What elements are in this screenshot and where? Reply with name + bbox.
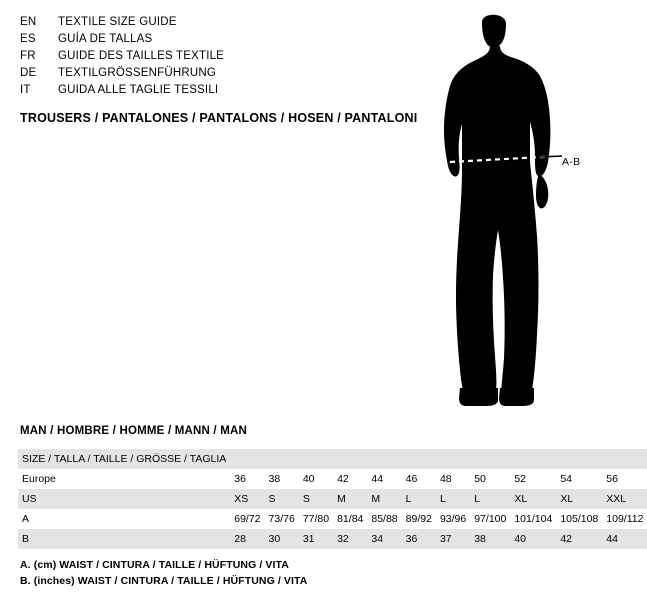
cell: 46 — [405, 473, 418, 485]
cell: 31 — [302, 533, 315, 545]
cell — [367, 449, 401, 469]
cell: 48 — [439, 473, 452, 485]
language-text-fr: GUIDE DES TAILLES TEXTILE — [58, 50, 225, 62]
row-label-europe: Europe — [22, 473, 56, 485]
language-row-es — [20, 31, 420, 48]
cell — [402, 449, 436, 469]
cell: XS — [234, 493, 249, 505]
cell — [556, 449, 602, 469]
cell: 73/76 — [268, 513, 295, 525]
cell: XXL — [606, 493, 627, 505]
language-row-de — [20, 65, 420, 82]
cell: 109/112 — [606, 513, 644, 525]
language-row-en — [20, 14, 420, 31]
footnotes — [20, 557, 307, 589]
cell: 44 — [371, 473, 384, 485]
language-code-it: IT — [20, 84, 31, 96]
table-row — [18, 529, 647, 549]
cell: 85/88 — [371, 513, 398, 525]
cell: 54 — [560, 473, 572, 485]
cell — [230, 449, 264, 469]
cell: S — [268, 493, 276, 505]
cell: 105/108 — [560, 513, 599, 525]
table-row — [18, 489, 647, 509]
mannequin-figure — [420, 10, 590, 410]
cell: L — [405, 493, 412, 505]
table-row — [18, 449, 647, 469]
cell: 52 — [514, 473, 527, 485]
cell — [299, 449, 333, 469]
row-label-a: A — [22, 513, 30, 525]
language-text-en: TEXTILE SIZE GUIDE — [58, 16, 177, 28]
footnote-b: B. (inches) WAIST / CINTURA / TAILLE / HÜFTUNG / VITA — [20, 575, 308, 587]
language-row-fr — [20, 48, 420, 65]
cell: XL — [514, 493, 528, 505]
cell: 81/84 — [337, 513, 364, 525]
cell: 69/72 — [234, 513, 261, 525]
cell: 34 — [371, 533, 384, 545]
cell: M — [371, 493, 381, 505]
cell: L — [474, 493, 481, 505]
cell — [510, 449, 556, 469]
cell: 42 — [560, 533, 572, 545]
language-code-fr: FR — [20, 50, 36, 62]
cell: 56 — [606, 473, 618, 485]
cell: 93/96 — [439, 513, 467, 525]
size-table — [18, 449, 647, 549]
table-row — [18, 469, 647, 489]
cell — [265, 449, 299, 469]
language-code-en: EN — [20, 16, 37, 28]
cell: 36 — [234, 473, 246, 485]
section-title: TROUSERS / PANTALONES / PANTALONS / HOSEN / PANTALONI — [20, 111, 418, 125]
cell: 40 — [302, 473, 315, 485]
waist-measure-leader — [540, 156, 562, 157]
cell: 50 — [474, 473, 486, 485]
cell: 77/80 — [302, 513, 330, 525]
cell: 28 — [234, 533, 246, 545]
language-text-it: GUIDA ALLE TAGLIE TESSILI — [58, 84, 219, 96]
cell: 32 — [337, 533, 349, 545]
row-label-b: B — [22, 533, 30, 545]
table-title: MAN / HOMBRE / HOMME / MANN / MAN — [20, 425, 248, 437]
cell: L — [439, 493, 446, 505]
cell: 89/92 — [405, 513, 432, 525]
cell: 36 — [405, 533, 418, 545]
cell: 30 — [268, 533, 281, 545]
cell: XL — [560, 493, 574, 505]
cell: M — [337, 493, 346, 505]
language-text-es: GUÍA DE TALLAS — [58, 33, 153, 45]
cell: 40 — [514, 533, 527, 545]
language-list — [20, 14, 420, 99]
language-row-it — [20, 82, 420, 99]
cell: S — [302, 493, 310, 505]
cell: 37 — [439, 533, 452, 545]
language-code-es: ES — [20, 33, 36, 45]
row-label-us: US — [22, 493, 37, 505]
cell: 38 — [268, 473, 281, 485]
cell: 101/104 — [514, 513, 553, 525]
measure-label-ab: A-B — [562, 156, 581, 168]
table-row — [18, 509, 647, 529]
male-mannequin-silhouette-icon — [420, 10, 590, 410]
cell: 44 — [606, 533, 618, 545]
footnote-a: A. (cm) WAIST / CINTURA / TAILLE / HÜFTUNG / VITA — [20, 559, 289, 571]
language-text-de: TEXTILGRÖSSENFÜHRUNG — [58, 67, 216, 79]
cell — [470, 449, 510, 469]
language-code-de: DE — [20, 67, 37, 79]
cell — [602, 449, 647, 469]
cell: 97/100 — [474, 513, 507, 525]
cell — [333, 449, 367, 469]
cell — [436, 449, 470, 469]
row-label-size: SIZE / TALLA / TAILLE / GRÖSSE / TAGLIA — [22, 453, 227, 465]
cell: 42 — [337, 473, 349, 485]
cell: 38 — [474, 533, 486, 545]
